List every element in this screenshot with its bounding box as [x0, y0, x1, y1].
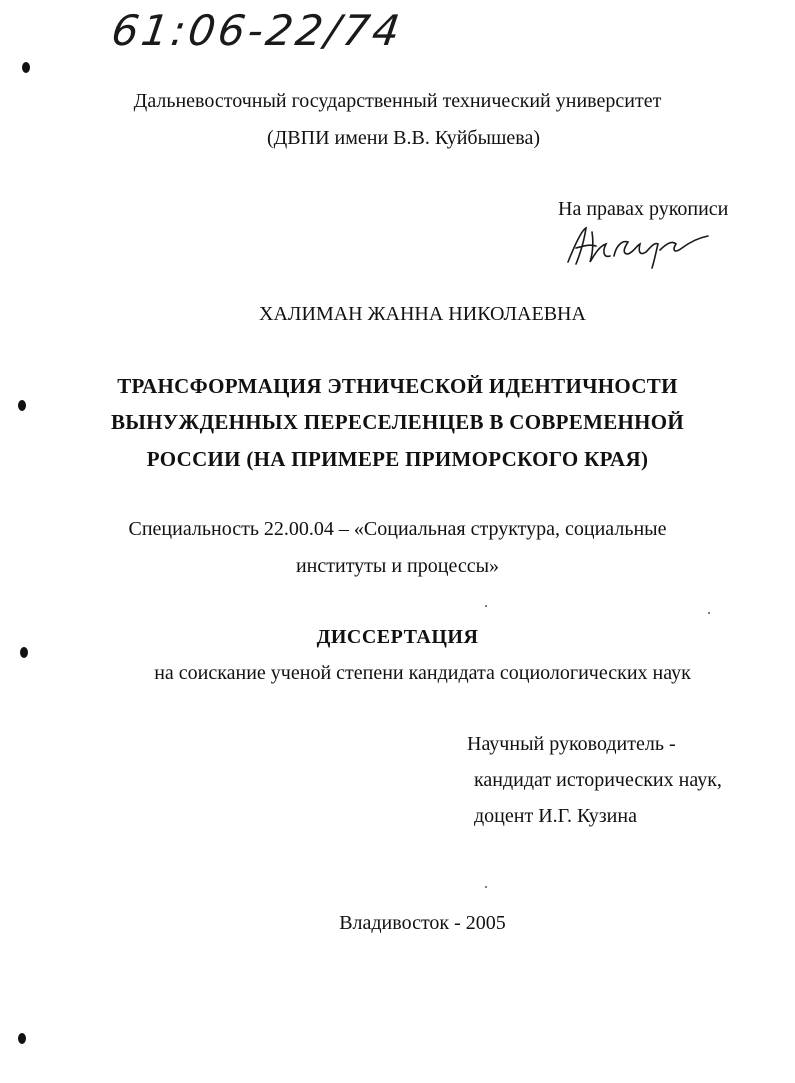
title-line: РОССИИ (НА ПРИМЕРЕ ПРИМОРСКОГО КРАЯ) — [146, 447, 649, 471]
supervisor-line: доцент И.Г. Кузина — [474, 805, 637, 827]
document-type: ДИССЕРТАЦИЯ — [316, 626, 479, 648]
institution-short-name: (ДВПИ имени В.В. Куйбышева) — [267, 127, 540, 149]
institution-name: Дальневосточный государственный технический университет — [133, 90, 662, 112]
archive-number: 61:06-22/74 — [108, 6, 406, 55]
author-name: ХАЛИМАН ЖАННА НИКОЛАЕВНА — [259, 303, 586, 325]
binding-mark — [22, 62, 30, 73]
rights-notice: На правах рукописи — [558, 198, 729, 220]
specialty-line: Специальность 22.00.04 – «Социальная структура, социальные — [128, 518, 667, 540]
scan-speck — [485, 605, 487, 607]
title-line: ВЫНУЖДЕННЫХ ПЕРЕСЕЛЕНЦЕВ В СОВРЕМЕННОЙ — [110, 410, 685, 434]
specialty-line: институты и процессы» — [295, 555, 500, 577]
scan-speck — [708, 612, 710, 614]
degree-line: на соискание ученой степени кандидата социологических наук — [154, 662, 691, 684]
place-year: Владивосток - 2005 — [339, 912, 506, 934]
signature — [562, 222, 712, 272]
title-line: ТРАНСФОРМАЦИЯ ЭТНИЧЕСКОЙ ИДЕНТИЧНОСТИ — [117, 374, 678, 398]
binding-mark — [18, 1033, 26, 1044]
scan-speck — [485, 886, 487, 888]
supervisor-line: Научный руководитель - — [467, 733, 676, 755]
supervisor-line: кандидат исторических наук, — [474, 769, 722, 791]
